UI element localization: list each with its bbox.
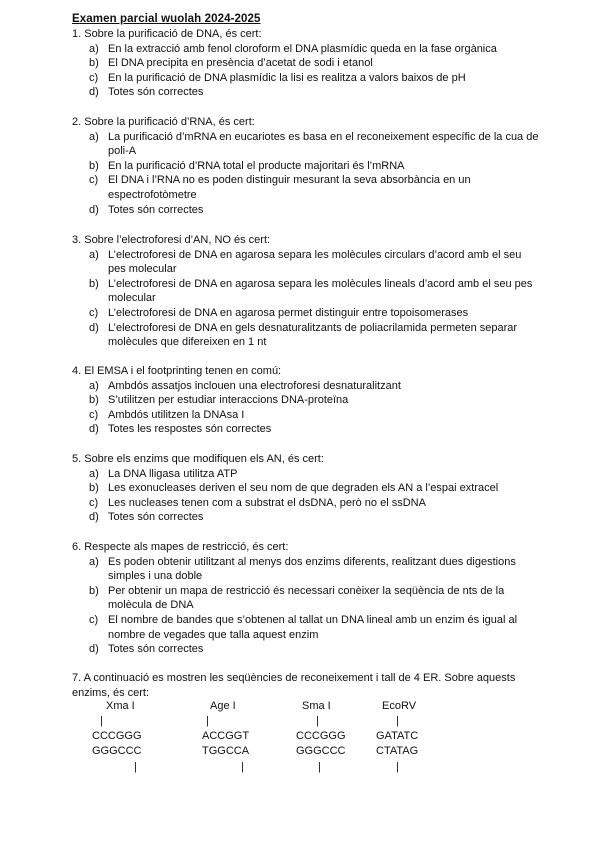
option-text: En la purificació d’RNA total el producte majoritari és l’mRNA xyxy=(108,159,405,172)
answer-option[interactable] xyxy=(72,393,542,408)
option-text: Ambdós assatjos inclouen una electroforesi desnaturalitzant xyxy=(108,379,401,392)
top-cut-marker: | xyxy=(206,715,209,727)
answer-option[interactable] xyxy=(72,306,542,321)
option-letter: a) xyxy=(89,42,99,55)
option-text: El DNA precipita en presència d’acetat de sodi i etanol xyxy=(108,57,373,70)
option-text: Per obtenir un mapa de restricció és necessari conèixer la seqüència de nts de la molècula de DNA xyxy=(108,584,505,612)
question-5 xyxy=(72,452,542,525)
option-text: Es poden obtenir utilitzant al menys dos enzims diferents, realitzant dues digestions simples i una doble xyxy=(108,555,516,583)
enzyme-name: Xma I xyxy=(106,700,135,712)
question-stem: 6. Respecte als mapes de restricció, és cert: xyxy=(72,541,289,553)
option-letter: b) xyxy=(89,482,99,495)
question-7 xyxy=(72,671,542,700)
option-letter: d) xyxy=(89,423,99,436)
option-text: L’electroforesi de DNA en agarosa permet distinguir entre topoisomerases xyxy=(108,306,469,319)
option-text: El DNA i l’RNA no es poden distinguir mesurant la seva absorbància en un espectrofotòmetre xyxy=(108,174,471,201)
option-letter: c) xyxy=(89,408,99,421)
question-1 xyxy=(72,27,542,100)
option-letter: d) xyxy=(89,86,99,99)
bottom-cut-marker: | xyxy=(318,761,321,773)
bottom-cut-marker: | xyxy=(134,761,137,773)
answer-option[interactable] xyxy=(72,555,542,584)
option-text: Totes les respostes són correctes xyxy=(108,423,272,436)
question-stem: 3. Sobre l’electroforesi d’AN, NO és cert: xyxy=(72,234,271,246)
question-stem: 7. A continuació es mostren les seqüències de reconeixement i tall de 4 ER. Sobre aquests enzims, és cert: xyxy=(72,672,516,699)
option-letter: a) xyxy=(89,379,99,392)
option-letter: d) xyxy=(89,203,99,216)
question-3 xyxy=(72,233,542,350)
answer-option[interactable] xyxy=(72,642,542,657)
option-text: L’electroforesi de DNA en agarosa separa les molècules circulars d’acord amb el seu pes molecular xyxy=(108,248,522,276)
option-letter: c) xyxy=(89,306,99,319)
page-title: Examen parcial wuolah 2024-2025 xyxy=(72,13,261,25)
enzyme-name: EcoRV xyxy=(382,700,417,712)
question-2 xyxy=(72,115,542,217)
answer-option[interactable] xyxy=(72,379,542,394)
enzyme-name: Age I xyxy=(210,700,236,712)
option-letter: b) xyxy=(89,277,99,290)
question-stem: 1. Sobre la purificació de DNA, és cert: xyxy=(72,28,262,40)
answer-option[interactable] xyxy=(72,408,542,423)
option-text: L’electroforesi de DNA en gels desnaturalitzants de poliacrilamida permeten separar molècules que difereixen en 1 nt xyxy=(108,321,518,349)
top-strand-sequence: GATATC xyxy=(376,730,419,742)
answer-option[interactable] xyxy=(72,510,542,525)
answer-option[interactable] xyxy=(72,481,542,496)
option-text: Totes són correctes xyxy=(108,643,204,656)
option-letter: a) xyxy=(89,467,99,480)
option-text: Ambdós utilitzen la DNAsa I xyxy=(108,408,245,421)
bottom-strand-sequence: CTATAG xyxy=(376,745,419,757)
option-text: Totes són correctes xyxy=(108,86,204,99)
restriction-enzyme-table xyxy=(72,700,532,780)
answer-option[interactable] xyxy=(72,42,542,57)
enzyme-name: Sma I xyxy=(302,700,331,712)
option-text: Totes són correctes xyxy=(108,203,204,216)
option-letter: a) xyxy=(89,555,99,568)
option-text: La purificació d’mRNA en eucariotes es basa en el reconeixement específic de la cua de poli-A xyxy=(108,130,539,158)
option-letter: b) xyxy=(89,159,99,172)
top-strand-sequence: CCCGGG xyxy=(92,730,142,742)
bottom-strand-sequence: TGGCCA xyxy=(202,745,250,757)
option-text: Totes són correctes xyxy=(108,511,204,524)
option-letter: d) xyxy=(89,511,99,524)
answer-option[interactable] xyxy=(72,496,542,511)
option-text: La DNA lligasa utilitza ATP xyxy=(108,467,238,480)
option-letter: d) xyxy=(89,321,99,334)
top-cut-marker: | xyxy=(316,715,319,727)
top-cut-marker: | xyxy=(100,715,103,727)
option-text: Les exonucleases deriven el seu nom de que degraden els AN a l’espai extracel xyxy=(108,482,499,495)
option-letter: c) xyxy=(89,174,99,187)
option-letter: b) xyxy=(89,584,99,597)
bottom-strand-sequence: GGGCCC xyxy=(92,745,142,757)
option-text: En la purificació de DNA plasmídic la lisi es realitza a valors baixos de pH xyxy=(108,71,466,84)
bottom-cut-marker: | xyxy=(241,761,244,773)
option-letter: a) xyxy=(89,248,99,261)
answer-option[interactable] xyxy=(72,321,542,350)
question-4 xyxy=(72,364,542,437)
answer-option[interactable] xyxy=(72,85,542,100)
question-stem: 4. El EMSA i el footprinting tenen en comú: xyxy=(72,365,282,377)
option-text: El nombre de bandes que s’obtenen al tallat un DNA lineal amb un enzim és igual al nombre de vegades que talla aquest enzim xyxy=(108,613,518,641)
option-text: En la extracció amb fenol cloroform el DNA plasmídic queda en la fase orgànica xyxy=(108,42,497,55)
answer-option[interactable] xyxy=(72,248,542,277)
option-text: L’electroforesi de DNA en agarosa separa les molècules lineals d’acord amb el seu pes molecular xyxy=(108,277,533,305)
answer-option[interactable] xyxy=(72,277,542,306)
option-letter: a) xyxy=(89,130,99,143)
answer-option[interactable] xyxy=(72,159,542,174)
answer-option[interactable] xyxy=(72,130,542,159)
question-stem: 2. Sobre la purificació d’RNA, és cert: xyxy=(72,116,255,128)
bottom-strand-sequence: GGGCCC xyxy=(296,745,346,757)
answer-option[interactable] xyxy=(72,173,542,202)
top-strand-sequence: CCCGGG xyxy=(296,730,346,742)
answer-option[interactable] xyxy=(72,584,542,613)
answer-option[interactable] xyxy=(72,613,542,642)
option-letter: b) xyxy=(89,394,99,407)
option-letter: b) xyxy=(89,57,99,70)
option-text: Les nucleases tenen com a substrat el dsDNA, però no el ssDNA xyxy=(108,496,426,509)
question-6 xyxy=(72,540,542,657)
bottom-cut-marker: | xyxy=(396,761,399,773)
answer-option[interactable] xyxy=(72,71,542,86)
option-letter: c) xyxy=(89,613,99,626)
answer-option[interactable] xyxy=(72,467,542,482)
question-stem: 5. Sobre els enzims que modifiquen els AN, és cert: xyxy=(72,453,324,465)
answer-option[interactable] xyxy=(72,203,542,218)
top-cut-marker: | xyxy=(396,715,399,727)
option-text: S’utilitzen per estudiar interaccions DNA-proteïna xyxy=(108,394,349,407)
answer-option[interactable] xyxy=(72,422,542,437)
option-letter: c) xyxy=(89,496,99,509)
answer-option[interactable] xyxy=(72,56,542,71)
top-strand-sequence: ACCGGT xyxy=(202,730,250,742)
option-letter: d) xyxy=(89,643,99,656)
option-letter: c) xyxy=(89,71,99,84)
